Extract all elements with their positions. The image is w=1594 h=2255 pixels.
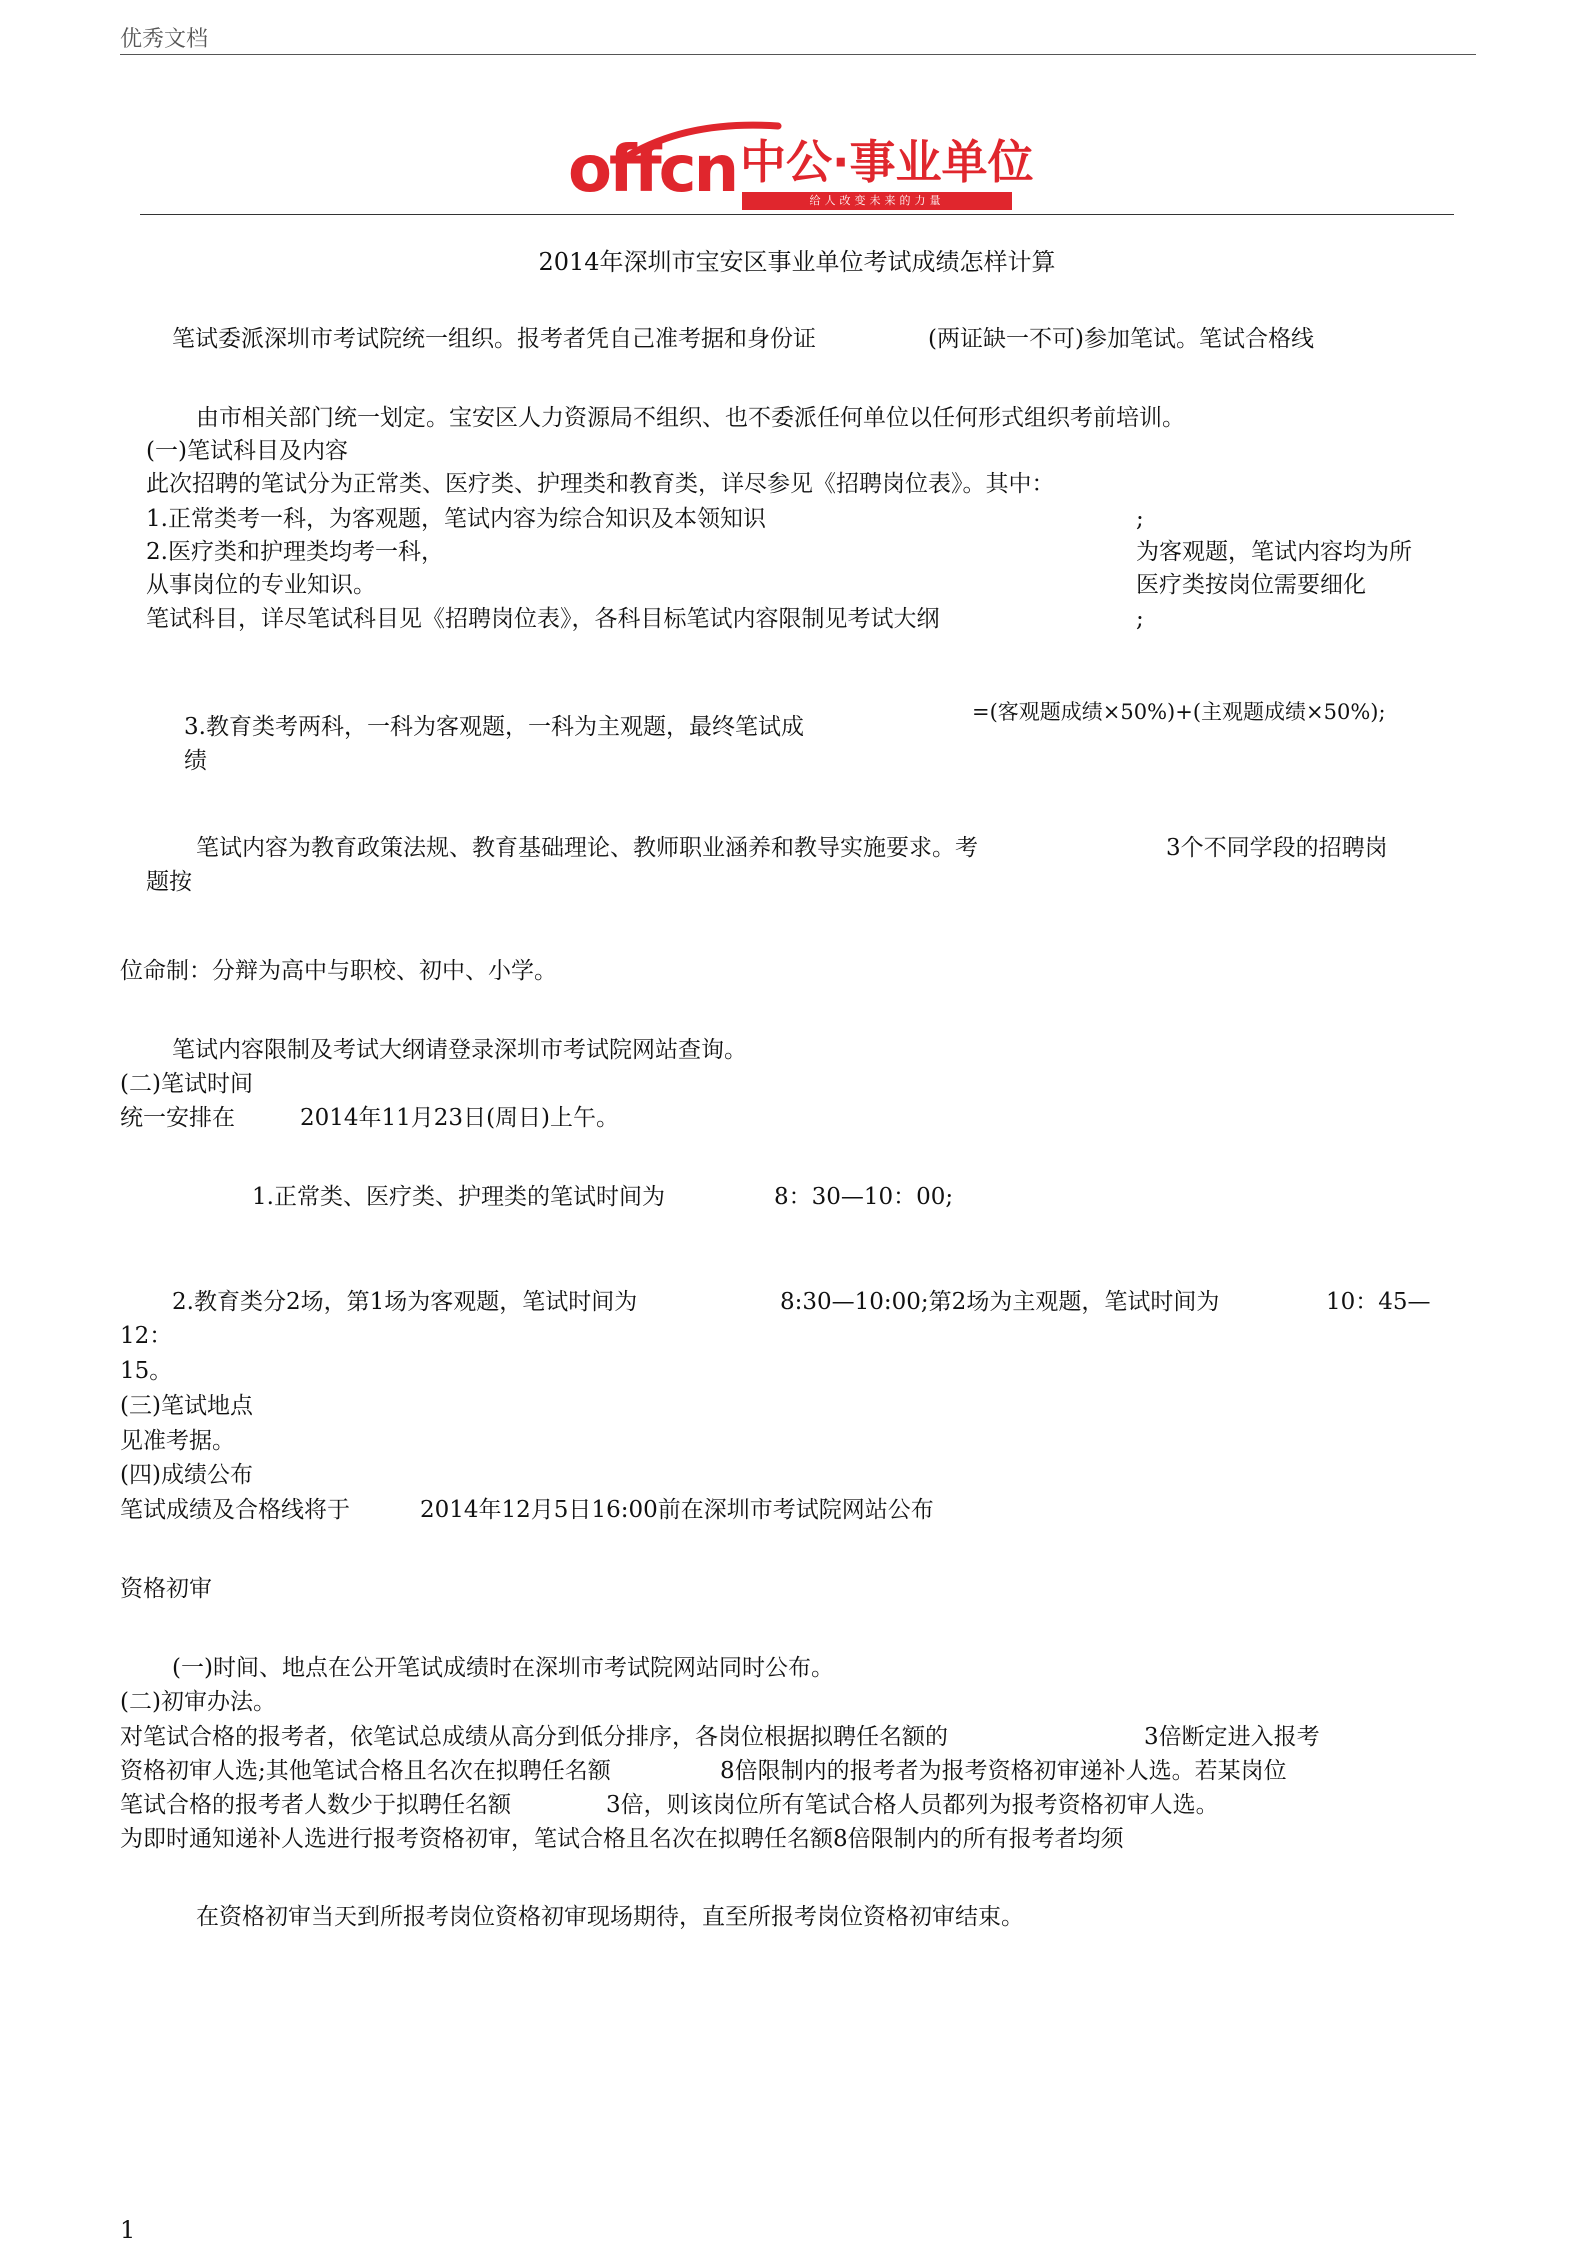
list-item-2c: 从事岗位的专业知识。 bbox=[146, 572, 376, 598]
heading-results: (四)成绩公布 bbox=[120, 1462, 253, 1488]
logo-cn-name: 中公·事业单位 bbox=[740, 135, 1034, 189]
logo-divider bbox=[140, 214, 1454, 215]
heading-time: (二)笔试时间 bbox=[120, 1071, 253, 1097]
heading-subjects: (一)笔试科目及内容 bbox=[146, 438, 348, 464]
para1-line1b: (两证缺一不可)参加笔试。笔试合格线 bbox=[928, 326, 1314, 352]
heading-method: (二)初审办法。 bbox=[120, 1689, 276, 1715]
method-line2b: 8倍限制内的报考者为报考资格初审递补人选。若某岗位 bbox=[720, 1758, 1287, 1784]
list-item-2-semicolon: ; bbox=[1136, 606, 1144, 632]
para3-line2: 位命制：分辩为高中与职校、初中、小学。 bbox=[120, 958, 557, 984]
qualification-time: (一)时间、地点在公开笔试成绩时在深圳市考试院网站同时公布。 bbox=[172, 1655, 834, 1681]
method-line1a: 对笔试合格的报考者，依笔试总成绩从高分到低分排序，各岗位根据拟聘任名额的 bbox=[120, 1724, 948, 1750]
page-number: 1 bbox=[120, 2216, 136, 2244]
logo-brand-word: offcn bbox=[568, 133, 737, 207]
location-text: 见准考据。 bbox=[120, 1428, 235, 1454]
method-line2a: 资格初审人选;其他笔试合格且名次在拟聘任名额 bbox=[120, 1758, 611, 1784]
list-item-3-formula: =(客观题成绩×50%)+(主观题成绩×50%); bbox=[972, 700, 1386, 724]
para3-line1c: 题按 bbox=[146, 869, 192, 895]
para3-line1b: 3个不同学段的招聘岗 bbox=[1166, 835, 1388, 861]
page-header-text: 优秀文档 bbox=[120, 27, 209, 52]
time-line2b: 8：30—10：00; bbox=[774, 1184, 954, 1210]
para2: 此次招聘的笔试分为正常类、医疗类、护理类和教育类，详尽参见《招聘岗位表》。其中： bbox=[146, 471, 1055, 497]
results-line-a: 笔试成绩及合格线将于 bbox=[120, 1497, 350, 1523]
time-line1b: 2014年11月23日(周日)上午。 bbox=[300, 1105, 620, 1131]
header-divider bbox=[120, 54, 1476, 55]
time-line1a: 统一安排在 bbox=[120, 1105, 235, 1131]
time-line3c: 10：45— bbox=[1326, 1289, 1431, 1315]
time-line3b: 8:30—10:00;第2场为主观题，笔试时间为 bbox=[780, 1289, 1220, 1315]
method-line1b: 3倍断定进入报考 bbox=[1144, 1724, 1320, 1750]
para1-line1a: 笔试委派深圳市考试院统一组织。报考者凭自己准考据和身份证 bbox=[172, 326, 816, 352]
heading-qualification: 资格初审 bbox=[120, 1576, 212, 1602]
list-item-2e: 笔试科目，详尽笔试科目见《招聘岗位表》，各科目标笔试内容限制见考试大纲 bbox=[146, 606, 940, 632]
time-line3e: 15。 bbox=[120, 1358, 173, 1384]
list-item-1: 1.正常类考一科，为客观题，笔试内容为综合知识及本领知识 bbox=[146, 506, 766, 532]
time-line2a: 1.正常类、医疗类、护理类的笔试时间为 bbox=[252, 1184, 665, 1210]
time-line3d: 12： bbox=[120, 1323, 173, 1349]
logo-slogan: 给人改变未来的力量 bbox=[742, 192, 1012, 210]
list-item-3a: 3.教育类考两科，一科为客观题，一科为主观题，最终笔试成 bbox=[184, 714, 804, 740]
method-line4: 为即时通知递补人选进行报考资格初审，笔试合格且名次在拟聘任名额8倍限制内的所有报考者均须 bbox=[120, 1826, 1124, 1852]
method-line5: 在资格初审当天到所报考岗位资格初审现场期待，直至所报考岗位资格初审结束。 bbox=[196, 1904, 1024, 1930]
time-line3a: 2.教育类分2场，第1场为客观题，笔试时间为 bbox=[172, 1289, 638, 1315]
list-item-1-semicolon: ; bbox=[1136, 506, 1144, 532]
document-title: 2014年深圳市宝安区事业单位考试成绩怎样计算 bbox=[538, 248, 1056, 276]
list-item-3b: 绩 bbox=[184, 748, 207, 774]
method-line3a: 笔试合格的报考者人数少于拟聘任名额 bbox=[120, 1792, 511, 1818]
list-item-2a: 2.医疗类和护理类均考一科， bbox=[146, 539, 444, 565]
list-item-2b: 为客观题，笔试内容均为所 bbox=[1136, 539, 1412, 565]
para3-line1a: 笔试内容为教育政策法规、教育基础理论、教师职业涵养和教导实施要求。考 bbox=[196, 835, 978, 861]
list-item-2d: 医疗类按岗位需要细化 bbox=[1136, 572, 1366, 598]
para1-line2: 由市相关部门统一划定。宝安区人力资源局不组织、也不委派任何单位以任何形式组织考前培训。 bbox=[196, 405, 1185, 431]
heading-location: (三)笔试地点 bbox=[120, 1393, 253, 1419]
para4: 笔试内容限制及考试大纲请登录深圳市考试院网站查询。 bbox=[172, 1037, 747, 1063]
offcn-logo bbox=[568, 120, 1038, 214]
results-line-b: 2014年12月5日16:00前在深圳市考试院网站公布 bbox=[420, 1497, 934, 1523]
method-line3b: 3倍，则该岗位所有笔试合格人员都列为报考资格初审人选。 bbox=[606, 1792, 1219, 1818]
